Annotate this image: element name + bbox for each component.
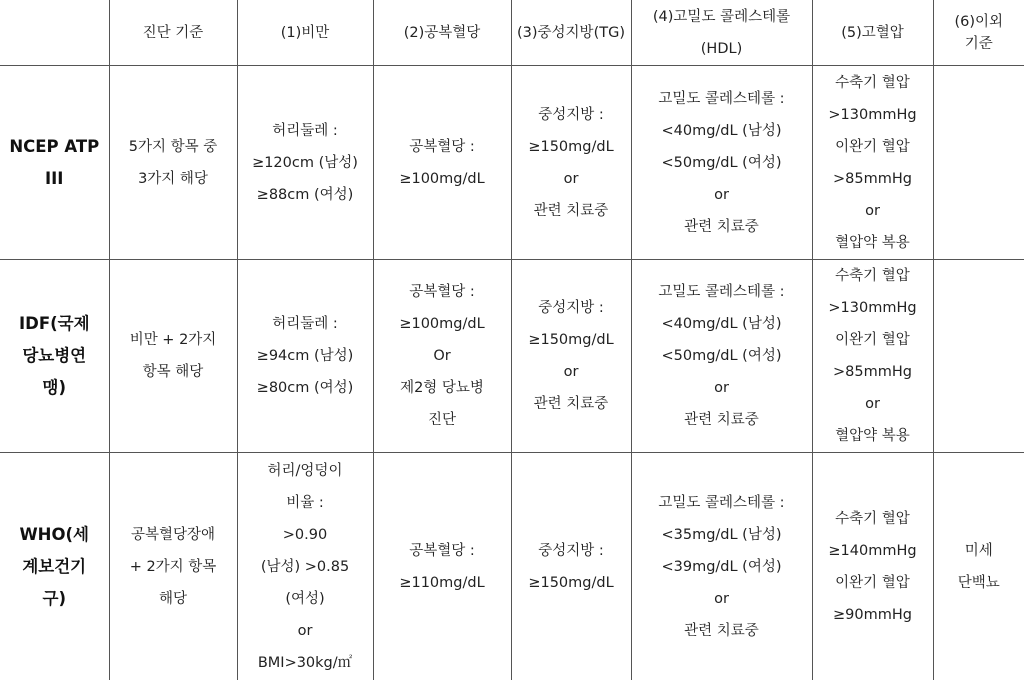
- blood-pressure-cell: [812, 260, 933, 453]
- cell-line: or: [563, 364, 579, 380]
- cell-line: 공복혈당 :: [409, 542, 475, 559]
- other-cell: [933, 453, 1024, 681]
- cell-line: ≥94cm (남성): [256, 348, 354, 364]
- table-row: [0, 453, 1024, 681]
- cell-line: 허리둘레 :: [272, 122, 338, 139]
- glucose-cell: [373, 66, 511, 260]
- cell-line: 중성지방 :: [538, 542, 604, 559]
- cell-line: or: [714, 380, 729, 396]
- other-cell: [933, 66, 1024, 260]
- cell-line: 당뇨병연: [22, 346, 87, 365]
- criteria-cell: [109, 260, 237, 453]
- cell-line: 공복혈당 :: [409, 138, 475, 155]
- cell-line: ≥90mmHg: [833, 606, 912, 623]
- cell-line: 관련 치료중: [533, 396, 609, 412]
- cell-line: 항목 해당: [142, 364, 204, 380]
- cell-line: ≥150mg/dL: [528, 574, 614, 591]
- cell-line: 고밀도 콜레스테롤 :: [658, 494, 785, 511]
- glucose-cell: [373, 453, 511, 681]
- cell-line: 공복혈당 :: [409, 284, 475, 300]
- cell-line: ≥100mg/dL: [399, 316, 485, 332]
- cell-line: 단백뇨: [957, 574, 1000, 591]
- header-hdl-line: (HDL): [700, 40, 743, 57]
- triglyceride-cell: [511, 66, 631, 260]
- cell-line: ≥150mg/dL: [528, 332, 614, 348]
- hdl-cell: [631, 260, 812, 453]
- cell-line: 혈압약 복용: [835, 428, 910, 444]
- cell-line: 수축기 혈압: [835, 74, 910, 91]
- cell-line: III: [45, 168, 64, 188]
- cell-line: 비만 + 2가지: [129, 332, 217, 348]
- header-hdl: [631, 0, 812, 66]
- criteria-cell: [109, 453, 237, 681]
- cell-line: 5가지 항목 중: [128, 138, 218, 155]
- obesity-cell: [237, 66, 373, 260]
- cell-line: >0.90: [282, 526, 328, 543]
- triglyceride-cell: [511, 260, 631, 453]
- cell-line: ≥140mmHg: [828, 542, 917, 559]
- cell-line: 혈압약 복용: [835, 234, 910, 251]
- cell-line: <40mg/dL (남성): [661, 316, 782, 332]
- header-other-line: (6)이외: [954, 13, 1004, 30]
- header-other-line: 기준: [964, 35, 993, 52]
- cell-line: >85mmHg: [833, 364, 912, 380]
- cell-line: 3가지 해당: [138, 170, 208, 187]
- cell-line: 중성지방 :: [538, 106, 604, 123]
- cell-line: 고밀도 콜레스테롤 :: [658, 284, 785, 300]
- glucose-cell: [373, 260, 511, 453]
- cell-line: 공복혈당장애: [130, 526, 216, 543]
- cell-line: 구): [42, 588, 66, 608]
- cell-line: <35mg/dL (남성): [661, 526, 782, 543]
- cell-line: >130mmHg: [828, 106, 917, 123]
- cell-line: 수축기 혈압: [835, 510, 910, 527]
- cell-line: NCEP ATP: [9, 136, 100, 156]
- cell-line: + 2가지 항목: [129, 558, 217, 575]
- cell-line: 고밀도 콜레스테롤 :: [658, 90, 785, 107]
- cell-line: <39mg/dL (여성): [661, 558, 782, 575]
- blood-pressure-cell: [812, 66, 933, 260]
- cell-line: 이완기 혈압: [835, 332, 910, 348]
- header-row: [0, 0, 1024, 66]
- hdl-cell: [631, 66, 812, 260]
- cell-line: WHO(세: [19, 524, 90, 544]
- other-cell: [933, 260, 1024, 453]
- cell-line: or: [865, 202, 880, 219]
- obesity-cell: [237, 260, 373, 453]
- cell-line: ≥150mg/dL: [528, 138, 614, 155]
- table-row: [0, 66, 1024, 260]
- cell-line: 맹): [42, 378, 66, 397]
- header-obesity: (1)비만: [237, 0, 373, 66]
- cell-line: <50mg/dL (여성): [661, 348, 782, 364]
- cell-line: (여성): [285, 590, 325, 607]
- cell-line: 미세: [964, 542, 993, 559]
- cell-line: ≥88cm (여성): [256, 186, 354, 203]
- header-hypertension: (5)고혈압: [812, 0, 933, 66]
- table-row: [0, 260, 1024, 453]
- cell-line: or: [865, 396, 880, 412]
- cell-line: ≥110mg/dL: [399, 574, 485, 591]
- cell-line: 관련 치료중: [684, 218, 759, 235]
- cell-line: Or: [433, 348, 451, 364]
- row-header-ncep: [0, 66, 109, 260]
- header-fasting-glucose: (2)공복혈당: [373, 0, 511, 66]
- cell-line: >130mmHg: [828, 300, 917, 316]
- cell-line: 해당: [158, 590, 187, 607]
- cell-line: 이완기 혈압: [835, 138, 910, 155]
- cell-line: 관련 치료중: [684, 622, 759, 639]
- hdl-cell: [631, 453, 812, 681]
- triglyceride-cell: [511, 453, 631, 681]
- obesity-cell: [237, 453, 373, 681]
- cell-line: >85mmHg: [833, 170, 912, 187]
- cell-line: ≥120cm (남성): [252, 154, 358, 171]
- cell-line: 제2형 당뇨병: [400, 380, 484, 396]
- header-triglyceride: (3)중성지방(TG): [511, 0, 631, 66]
- cell-line: or: [563, 170, 579, 187]
- cell-line: ≥80cm (여성): [256, 380, 354, 396]
- cell-line: 수축기 혈압: [835, 268, 910, 284]
- cell-line: (남성) >0.85: [260, 558, 350, 575]
- cell-line: 계보건기: [22, 556, 87, 576]
- header-corner-cell: [0, 0, 109, 66]
- cell-line: IDF(국제: [18, 314, 90, 333]
- row-header-who: [0, 453, 109, 681]
- cell-line: <50mg/dL (여성): [661, 154, 782, 171]
- cell-line: 이완기 혈압: [835, 574, 910, 591]
- row-header-idf: [0, 260, 109, 453]
- cell-line: or: [714, 590, 729, 607]
- cell-line: 진단: [427, 412, 456, 428]
- header-hdl-line: (4)고밀도 콜레스테롤: [652, 8, 791, 25]
- header-other: [933, 0, 1024, 66]
- cell-line: 관련 치료중: [684, 412, 759, 428]
- blood-pressure-cell: [812, 453, 933, 681]
- cell-line: <40mg/dL (남성): [661, 122, 782, 139]
- cell-line: 중성지방 :: [538, 300, 604, 316]
- cell-line: 허리둘레 :: [272, 316, 338, 332]
- cell-line: 비율 :: [286, 494, 324, 511]
- cell-line: or: [297, 622, 313, 639]
- cell-line: BMI>30kg/㎡: [257, 654, 353, 671]
- cell-line: ≥100mg/dL: [399, 170, 485, 187]
- cell-line: or: [714, 186, 729, 203]
- cell-line: 관련 치료중: [533, 202, 609, 219]
- header-criteria: 진단 기준: [109, 0, 237, 66]
- criteria-cell: [109, 66, 237, 260]
- cell-line: 허리/엉덩이: [267, 462, 343, 479]
